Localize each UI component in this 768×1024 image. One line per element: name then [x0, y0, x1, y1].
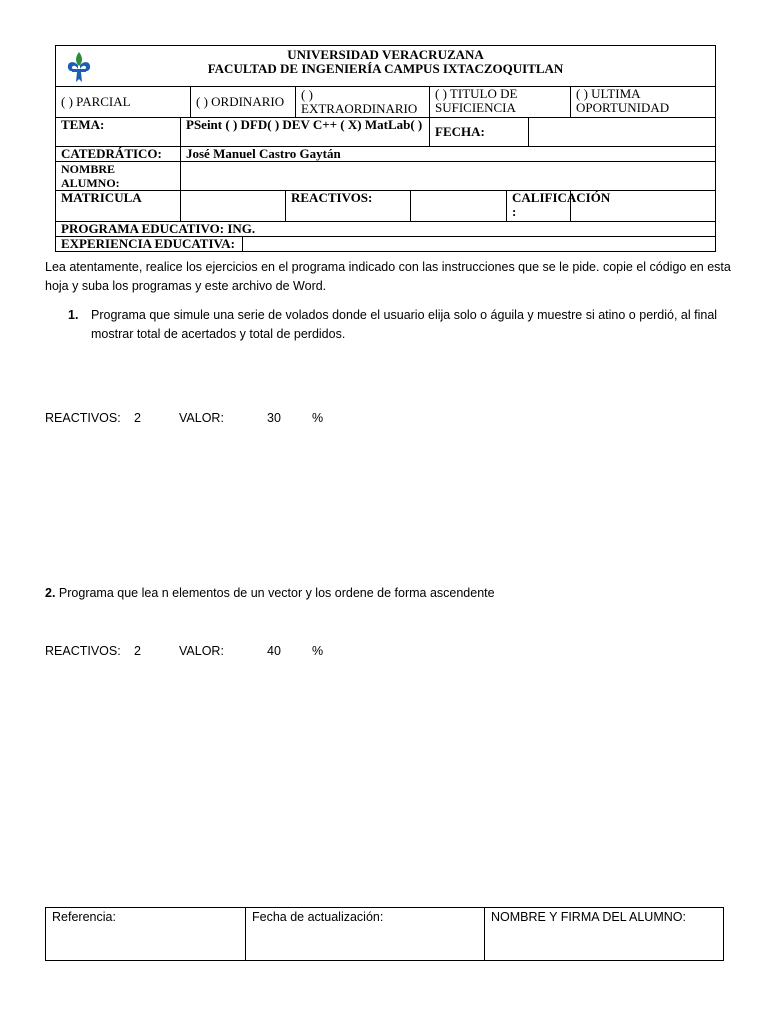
faculty-name: FACULTAD DE INGENIERÍA CAMPUS IXTACZOQUITLAN	[207, 61, 564, 76]
nombre-alumno-label: NOMBRE ALUMNO:	[56, 162, 181, 191]
footer-referencia: Referencia:	[46, 908, 246, 961]
exam-type-ultima: ( ) ULTIMA OPORTUNIDAD	[571, 87, 716, 118]
reactivos-label: REACTIVOS:	[286, 191, 411, 222]
fecha-value	[529, 118, 716, 147]
q2-percent-sign: %	[312, 644, 324, 658]
q1-percent-sign: %	[312, 411, 324, 425]
calificacion-label: CALIFICACIÓN :	[507, 191, 571, 222]
exam-type-ordinario: ( ) ORDINARIO	[191, 87, 296, 118]
experiencia-educativa-label: EXPERIENCIA EDUCATIVA:	[56, 237, 243, 252]
nombre-alumno-value	[181, 162, 716, 191]
question-2	[45, 584, 735, 603]
tema-value: PSeint ( ) DFD( ) DEV C++ ( X) MatLab( )	[181, 118, 430, 147]
footer-firma-alumno: NOMBRE Y FIRMA DEL ALUMNO:	[485, 908, 724, 961]
header-title-cell	[56, 46, 716, 87]
q1-reactivos-label: REACTIVOS:	[45, 411, 121, 425]
exam-type-extraordinario: ( ) EXTRAORDINARIO	[296, 87, 430, 118]
instructions-text: Lea atentamente, realice los ejercicios en el programa indicado con las instrucciones que se le pide. copie el código en esta hoja y suba los programas y este archivo de Word.	[45, 260, 731, 293]
question-1-text: Programa que simule una serie de volados donde el usuario elija solo o águila y muestre si atino o perdió, al final mostrar total de acertados y total de perdidos.	[91, 308, 718, 341]
footer-fecha-actualizacion: Fecha de actualización:	[246, 908, 485, 961]
fecha-label: FECHA:	[430, 118, 529, 147]
q2-valor-value: 40	[267, 644, 281, 658]
catedratico-value: José Manuel Castro Gaytán	[181, 147, 716, 162]
programa-educativo: PROGRAMA EDUCATIVO: ING.	[56, 222, 716, 237]
q1-valor-label: VALOR:	[179, 411, 224, 425]
q2-reactivos-value: 2	[134, 644, 141, 658]
question-2-number: 2.	[45, 586, 56, 600]
matricula-value	[181, 191, 286, 222]
matricula-label: MATRICULA	[56, 191, 181, 222]
exam-type-titulo: ( ) TITULO DE SUFICIENCIA	[430, 87, 571, 118]
tema-label: TEMA:	[56, 118, 181, 147]
question-2-text: Programa que lea n elementos de un vector y los ordene de forma ascendente	[55, 586, 495, 600]
question-1-number: 1.	[68, 308, 79, 322]
reactivos-value	[411, 191, 507, 222]
exam-type-parcial: ( ) PARCIAL	[56, 87, 191, 118]
q2-valor-label: VALOR:	[179, 644, 224, 658]
exam-header-table	[55, 45, 716, 252]
fleur-de-lis-logo-icon	[66, 50, 92, 84]
university-name: UNIVERSIDAD VERACRUZANA	[287, 47, 484, 62]
q1-valor-value: 30	[267, 411, 281, 425]
q2-reactivos-label: REACTIVOS:	[45, 644, 121, 658]
q1-reactivos-value: 2	[134, 411, 141, 425]
experiencia-educativa-value	[243, 237, 716, 252]
footer-table	[45, 907, 724, 961]
catedratico-label: CATEDRÁTICO:	[56, 147, 181, 162]
